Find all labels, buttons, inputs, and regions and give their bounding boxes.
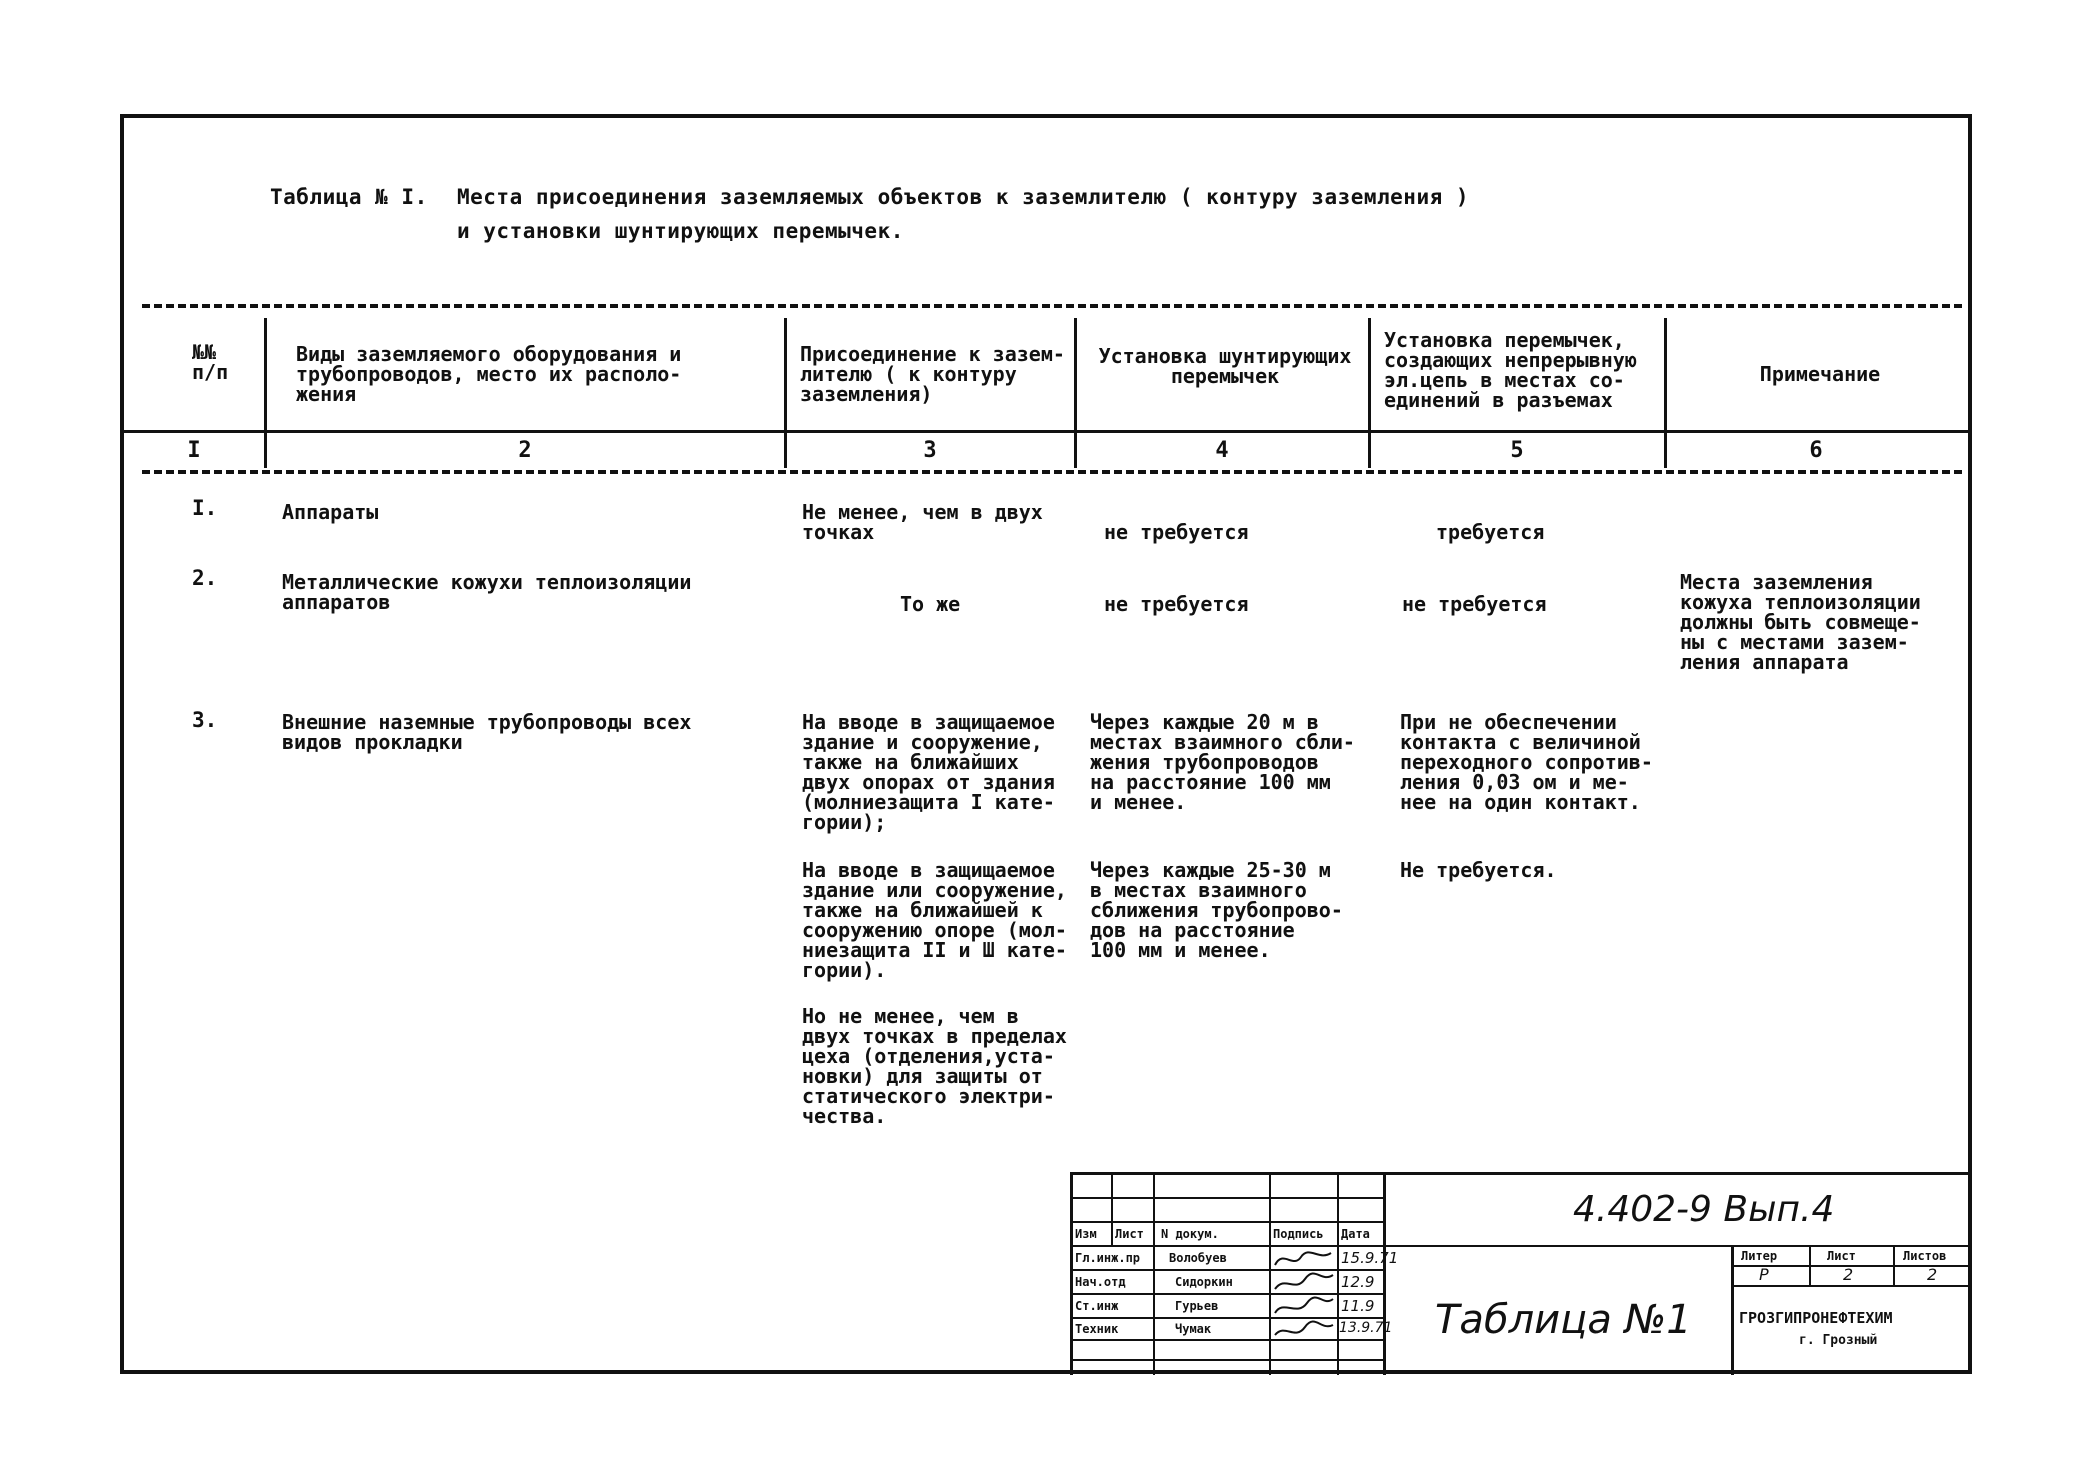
tb-date-2: 12.9 (1341, 1273, 1375, 1291)
header-grounding: Присоединение к зазем- лителю ( к контуру заземления) (800, 342, 1065, 406)
row-3-shunt-b: Через каждые 25-30 м в местах взаимного сближения трубопрово- дов на расстояние 100 мм и менее. (1090, 858, 1343, 962)
caption-line-1: Места присоединения заземляемых объектов к заземлителю ( контуру заземления ) (457, 185, 1470, 209)
sheet-value: 2 (1843, 1265, 1854, 1284)
col-number-4: 4 (1215, 438, 1229, 463)
row-3-equipment: Внешние наземные трубопроводы всех видов прокладки (282, 710, 692, 754)
sheets-value: 2 (1927, 1265, 1938, 1284)
row-2-jumpers: не требуется (1402, 592, 1547, 616)
title-block (1070, 1172, 1971, 1375)
document-code: 4.402-9 Вып.4 (1573, 1189, 1835, 1230)
tb-head-izm: Изм (1075, 1227, 1097, 1241)
header-note: Примечание (1759, 362, 1881, 386)
header-jumpers: Установка перемычек, создающих непрерывную эл.цепь в местах со- единений в разъемах (1384, 328, 1637, 412)
lit-label: Литер (1741, 1249, 1778, 1263)
sheet-label: Лист (1827, 1249, 1856, 1263)
tb-role-2: Нач.отд (1075, 1275, 1126, 1289)
row-1-shunt: не требуется (1104, 520, 1249, 544)
tb-name-1: Волобуев (1169, 1251, 1227, 1265)
row-1-grounding: Не менее, чем в двух точках (802, 500, 1043, 544)
tb-role-3: Ст.инж (1075, 1299, 1119, 1313)
row-2-shunt: не требуется (1104, 592, 1249, 616)
row-2-note: Места заземления кожуха теплоизоляции должны быть совмеще- ны с местами зазем- ления аппарата (1680, 570, 1921, 674)
row-3-jumpers-a: При не обеспечении контакта с величиной переходного сопротив- ления 0,03 ом и ме- нее на один контакт. (1400, 710, 1653, 814)
tb-date-3: 11.9 (1341, 1297, 1375, 1315)
row-1-equipment: Аппараты (282, 500, 379, 524)
row-1-jumpers: требуется (1436, 520, 1545, 544)
col-number-5: 5 (1510, 438, 1524, 463)
tb-date-1: 15.9.71 (1341, 1249, 1399, 1267)
organization-name: ГРОЗГИПРОНЕФТЕХИМ (1739, 1309, 1893, 1327)
row-3-shunt-a: Через каждые 20 м в местах взаимного сбли- жения трубопроводов на расстояние 100 мм и менее. (1090, 710, 1355, 814)
tb-role-1: Гл.инж.пр (1075, 1251, 1141, 1265)
signature-marks (1271, 1247, 1335, 1359)
column-numbers-rule (142, 470, 1962, 474)
col-number-2: 2 (518, 438, 532, 463)
col-number-1: I (187, 438, 201, 463)
row-2-grounding: То же (900, 592, 961, 616)
sheets-label: Листов (1903, 1249, 1947, 1263)
tb-head-doc: N докум. (1161, 1227, 1219, 1241)
col-number-3: 3 (923, 438, 937, 463)
tb-date-4: 13.9.71 (1339, 1320, 1393, 1336)
header-top-rule (142, 304, 1962, 308)
organization-city: г. Грозный (1799, 1333, 1878, 1348)
header-equipment: Виды заземляемого оборудования и трубопроводов, место их располо- жения (296, 342, 682, 406)
row-2-num: 2. (192, 566, 218, 590)
row-2-equipment: Металлические кожухи теплоизоляции аппаратов (282, 570, 692, 614)
header-bottom-rule (124, 430, 1968, 433)
tb-name-3: Гурьев (1175, 1299, 1219, 1313)
header-num: №№ п/п (192, 340, 229, 384)
tb-head-sign: Подпись (1273, 1227, 1324, 1241)
tb-head-date: Дата (1341, 1227, 1370, 1241)
row-3-jumpers-b: Не требуется. (1400, 858, 1557, 882)
caption-line-2: и установки шунтирующих перемычек. (457, 219, 904, 243)
row-3-grounding-b: На вводе в защищаемое здание или сооружение, также на ближайшей к сооружению опоре (мол- ниезащита II и Ш кате- гории). (802, 858, 1067, 982)
row-1-num: I. (192, 496, 218, 520)
table-number: Таблица № I. (270, 185, 428, 209)
row-3-grounding-c: Но не менее, чем в двух точках в пределах цеха (отделения,уста- новки) для защиты от статического электри- чества. (802, 1004, 1067, 1128)
table-caption (270, 180, 1469, 248)
lit-value: Р (1759, 1265, 1769, 1284)
col-number-6: 6 (1809, 438, 1823, 463)
header-shunt: Установка шунтирующих перемычек (1098, 344, 1352, 388)
tb-role-4: Техник (1075, 1322, 1119, 1336)
row-3-num: 3. (192, 708, 218, 732)
tb-name-2: Сидоркин (1175, 1275, 1233, 1289)
tb-name-4: Чумак (1175, 1322, 1212, 1336)
sheet-title: Таблица №1 (1435, 1297, 1692, 1343)
row-3-grounding-a: На вводе в защищаемое здание и сооружение, также на ближайших двух опорах от здания (молниезащита I кате- гории); (802, 710, 1055, 834)
tb-head-list: Лист (1115, 1227, 1144, 1241)
